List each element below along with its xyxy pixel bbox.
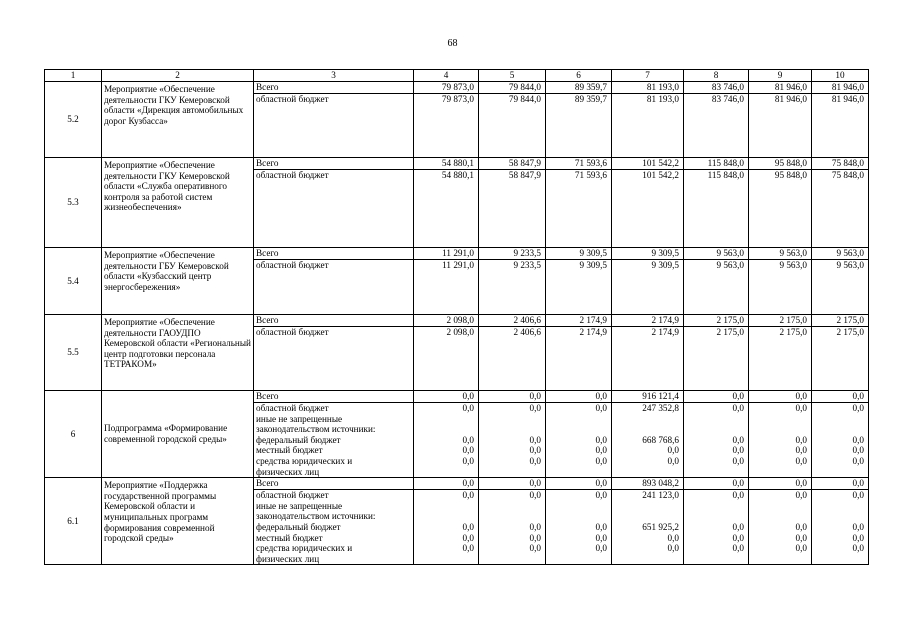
- value-cell: 2 175,0: [749, 315, 812, 327]
- col-header: 10: [812, 70, 869, 82]
- row-name: Мероприятие «Обеспечение деятельности ГБУ Кемеровской области «Кузбасский центр энергосбережения»: [102, 248, 254, 315]
- value-stack: [684, 403, 749, 478]
- value-cell: 2 406,6: [479, 327, 546, 391]
- value-cell: 668 768,6: [642, 434, 679, 445]
- row-number: 6.1: [45, 478, 102, 565]
- value-cell: 101 542,2: [612, 170, 684, 248]
- value-cell: 0,0: [667, 445, 679, 456]
- value-cell: 0,0: [529, 434, 541, 445]
- table-row: [45, 248, 869, 260]
- value-stack: [749, 403, 812, 478]
- value-cell: 2 174,9: [612, 315, 684, 327]
- value-cell: 0,0: [595, 521, 607, 532]
- value-cell: 81 946,0: [749, 82, 812, 94]
- value-cell: 11 291,0: [414, 260, 479, 315]
- value-cell: 0,0: [462, 521, 474, 532]
- value-cell: 9 563,0: [684, 260, 749, 315]
- source-label-stack: [254, 403, 414, 478]
- value-cell: 2 175,0: [812, 327, 869, 391]
- value-cell: 2 175,0: [749, 327, 812, 391]
- value-cell: 2 098,0: [414, 327, 479, 391]
- value-stack: [546, 490, 612, 565]
- source-label: законодательством источники:: [256, 511, 376, 522]
- table-row: [45, 158, 869, 170]
- value-cell: 81 946,0: [812, 94, 869, 158]
- value-cell: 9 309,5: [546, 248, 612, 260]
- header-row: [45, 70, 869, 82]
- value-cell: 0,0: [479, 391, 546, 403]
- source-label: Всего: [254, 391, 414, 403]
- value-cell: 0,0: [462, 455, 474, 466]
- source-label: федеральный бюджет: [256, 521, 341, 532]
- source-label: физических лиц: [256, 466, 320, 477]
- value-cell: 79 873,0: [414, 82, 479, 94]
- row-number: 5.4: [45, 248, 102, 315]
- value-stack: [612, 403, 684, 478]
- value-cell: 0,0: [479, 478, 546, 490]
- row-number: 5.2: [45, 82, 102, 158]
- value-cell: 0,0: [595, 434, 607, 445]
- source-label: иные не запрещенные: [256, 413, 343, 424]
- source-label: областной бюджет: [254, 327, 414, 391]
- value-stack: [414, 403, 479, 478]
- value-cell: 0,0: [529, 521, 541, 532]
- value-cell: 71 593,6: [546, 170, 612, 248]
- value-cell: 9 563,0: [749, 260, 812, 315]
- source-label: областной бюджет: [256, 490, 329, 501]
- value-cell: 81 946,0: [749, 94, 812, 158]
- value-cell: 0,0: [462, 434, 474, 445]
- value-cell: 81 193,0: [612, 82, 684, 94]
- value-cell: 0,0: [732, 532, 744, 543]
- table-row: [45, 82, 869, 94]
- value-cell: 95 848,0: [749, 170, 812, 248]
- value-cell: 54 880,1: [414, 158, 479, 170]
- value-cell: 0,0: [529, 403, 541, 413]
- value-cell: 0,0: [462, 532, 474, 543]
- col-header: 3: [254, 70, 414, 82]
- value-cell: 0,0: [595, 455, 607, 466]
- source-label: местный бюджет: [256, 532, 323, 543]
- value-cell: 0,0: [529, 543, 541, 554]
- value-cell: 0,0: [595, 403, 607, 413]
- value-cell: 9 233,5: [479, 260, 546, 315]
- value-stack: [612, 490, 684, 565]
- page-number: 68: [447, 38, 458, 49]
- row-name: Мероприятие «Поддержка государственной программы Кемеровской области и муниципальных программ формирования современной городской среды»: [102, 478, 254, 565]
- value-cell: 2 406,6: [479, 315, 546, 327]
- value-cell: 0,0: [732, 434, 744, 445]
- value-cell: 79 844,0: [479, 82, 546, 94]
- value-cell: 0,0: [732, 521, 744, 532]
- value-cell: 0,0: [795, 490, 807, 501]
- value-stack: [414, 490, 479, 565]
- value-cell: 83 746,0: [684, 94, 749, 158]
- value-cell: 0,0: [462, 543, 474, 554]
- value-cell: 0,0: [795, 532, 807, 543]
- budget-table: [44, 69, 869, 565]
- source-label: областной бюджет: [256, 403, 329, 413]
- value-cell: 89 359,7: [546, 94, 612, 158]
- value-stack: [479, 490, 546, 565]
- source-label: Всего: [254, 315, 414, 327]
- value-cell: 0,0: [732, 445, 744, 456]
- value-stack: [684, 490, 749, 565]
- col-header: 4: [414, 70, 479, 82]
- value-stack: [479, 403, 546, 478]
- value-cell: 0,0: [852, 490, 864, 501]
- value-cell: 58 847,9: [479, 158, 546, 170]
- value-cell: 9 563,0: [812, 248, 869, 260]
- value-cell: 0,0: [795, 543, 807, 554]
- value-cell: 0,0: [749, 478, 812, 490]
- value-cell: 0,0: [462, 403, 474, 413]
- value-cell: 0,0: [852, 532, 864, 543]
- value-cell: 0,0: [732, 403, 744, 413]
- value-cell: 2 098,0: [414, 315, 479, 327]
- value-cell: 0,0: [462, 445, 474, 456]
- value-cell: 89 359,7: [546, 82, 612, 94]
- value-cell: 0,0: [667, 543, 679, 554]
- col-header: 1: [45, 70, 102, 82]
- table-row: [45, 391, 869, 403]
- value-cell: 2 175,0: [684, 315, 749, 327]
- table-row: [45, 315, 869, 327]
- value-cell: 2 175,0: [812, 315, 869, 327]
- value-stack: [812, 490, 869, 565]
- value-cell: 0,0: [595, 490, 607, 501]
- source-label-stack: [254, 490, 414, 565]
- value-cell: 0,0: [852, 521, 864, 532]
- value-cell: 9 309,5: [612, 260, 684, 315]
- value-cell: 241 123,0: [642, 490, 679, 501]
- value-cell: 0,0: [795, 445, 807, 456]
- value-cell: 81 946,0: [812, 82, 869, 94]
- value-cell: 79 844,0: [479, 94, 546, 158]
- source-label: федеральный бюджет: [256, 434, 341, 445]
- value-cell: 2 175,0: [684, 327, 749, 391]
- source-label: местный бюджет: [256, 445, 323, 456]
- table-row: [45, 478, 869, 490]
- value-cell: 0,0: [529, 490, 541, 501]
- source-label: областной бюджет: [254, 260, 414, 315]
- value-cell: 0,0: [795, 521, 807, 532]
- value-cell: 0,0: [795, 403, 807, 413]
- source-label: средства юридических и: [256, 543, 353, 554]
- value-cell: 247 352,8: [642, 403, 679, 413]
- source-label: областной бюджет: [254, 94, 414, 158]
- value-cell: 0,0: [684, 391, 749, 403]
- source-label: физических лиц: [256, 553, 320, 564]
- value-cell: 0,0: [667, 532, 679, 543]
- value-cell: 0,0: [529, 455, 541, 466]
- value-cell: 0,0: [732, 455, 744, 466]
- source-label: Всего: [254, 82, 414, 94]
- value-cell: 2 174,9: [546, 327, 612, 391]
- row-name: Мероприятие «Обеспечение деятельности ГКУ Кемеровской области «Дирекция автомобильных дорог Кузбасса»: [102, 82, 254, 158]
- value-cell: 58 847,9: [479, 170, 546, 248]
- col-header: 6: [546, 70, 612, 82]
- col-header: 5: [479, 70, 546, 82]
- value-cell: 9 309,5: [546, 260, 612, 315]
- value-cell: 54 880,1: [414, 170, 479, 248]
- value-cell: 0,0: [529, 445, 541, 456]
- source-label: средства юридических и: [256, 455, 353, 466]
- value-cell: 9 309,5: [612, 248, 684, 260]
- value-cell: 0,0: [852, 403, 864, 413]
- value-cell: 0,0: [812, 391, 869, 403]
- value-cell: 115 848,0: [684, 158, 749, 170]
- value-cell: 916 121,4: [612, 391, 684, 403]
- value-cell: 0,0: [462, 490, 474, 501]
- source-label: Всего: [254, 478, 414, 490]
- source-label: Всего: [254, 158, 414, 170]
- value-cell: 0,0: [812, 478, 869, 490]
- value-cell: 893 048,2: [612, 478, 684, 490]
- value-cell: 2 174,9: [612, 327, 684, 391]
- value-cell: 83 746,0: [684, 82, 749, 94]
- value-cell: 115 848,0: [684, 170, 749, 248]
- value-cell: 71 593,6: [546, 158, 612, 170]
- row-name: Мероприятие «Обеспечение деятельности ГКУ Кемеровской области «Служба оперативного контроля за работой систем жизнеобеспечения»: [102, 158, 254, 248]
- value-cell: 9 563,0: [749, 248, 812, 260]
- value-cell: 0,0: [595, 543, 607, 554]
- col-header: 7: [612, 70, 684, 82]
- value-cell: 0,0: [732, 490, 744, 501]
- value-cell: 0,0: [749, 391, 812, 403]
- source-label: иные не запрещенные: [256, 500, 343, 511]
- row-number: 6: [45, 391, 102, 478]
- value-cell: 0,0: [852, 445, 864, 456]
- row-name: Подпрограмма «Формирование современной городской среды»: [102, 391, 254, 478]
- row-name: Мероприятие «Обеспечение деятельности ГАОУДПО Кемеровской области «Региональный центр подготовки персонала ТЕТРАКОМ»: [102, 315, 254, 391]
- value-cell: 0,0: [684, 478, 749, 490]
- value-cell: 0,0: [852, 455, 864, 466]
- value-cell: 651 925,2: [642, 521, 679, 532]
- value-cell: 9 563,0: [684, 248, 749, 260]
- value-cell: 0,0: [795, 434, 807, 445]
- value-cell: 81 193,0: [612, 94, 684, 158]
- value-stack: [812, 403, 869, 478]
- source-label: Всего: [254, 248, 414, 260]
- value-cell: 0,0: [414, 391, 479, 403]
- value-cell: 0,0: [795, 455, 807, 466]
- value-cell: 75 848,0: [812, 158, 869, 170]
- value-cell: 0,0: [595, 445, 607, 456]
- value-cell: 0,0: [852, 543, 864, 554]
- value-cell: 75 848,0: [812, 170, 869, 248]
- value-cell: 0,0: [595, 532, 607, 543]
- value-cell: 2 174,9: [546, 315, 612, 327]
- value-stack: [546, 403, 612, 478]
- value-cell: 0,0: [667, 455, 679, 466]
- value-cell: 95 848,0: [749, 158, 812, 170]
- row-number: 5.5: [45, 315, 102, 391]
- row-number: 5.3: [45, 158, 102, 248]
- col-header: 9: [749, 70, 812, 82]
- source-label: законодательством источники:: [256, 424, 376, 435]
- value-cell: 0,0: [529, 532, 541, 543]
- value-cell: 9 563,0: [812, 260, 869, 315]
- value-cell: 0,0: [546, 478, 612, 490]
- col-header: 8: [684, 70, 749, 82]
- value-cell: 79 873,0: [414, 94, 479, 158]
- col-header: 2: [102, 70, 254, 82]
- source-label: областной бюджет: [254, 170, 414, 248]
- value-cell: 11 291,0: [414, 248, 479, 260]
- value-cell: 0,0: [414, 478, 479, 490]
- value-cell: 9 233,5: [479, 248, 546, 260]
- value-cell: 0,0: [546, 391, 612, 403]
- value-cell: 101 542,2: [612, 158, 684, 170]
- value-stack: [749, 490, 812, 565]
- value-cell: 0,0: [852, 434, 864, 445]
- value-cell: 0,0: [732, 543, 744, 554]
